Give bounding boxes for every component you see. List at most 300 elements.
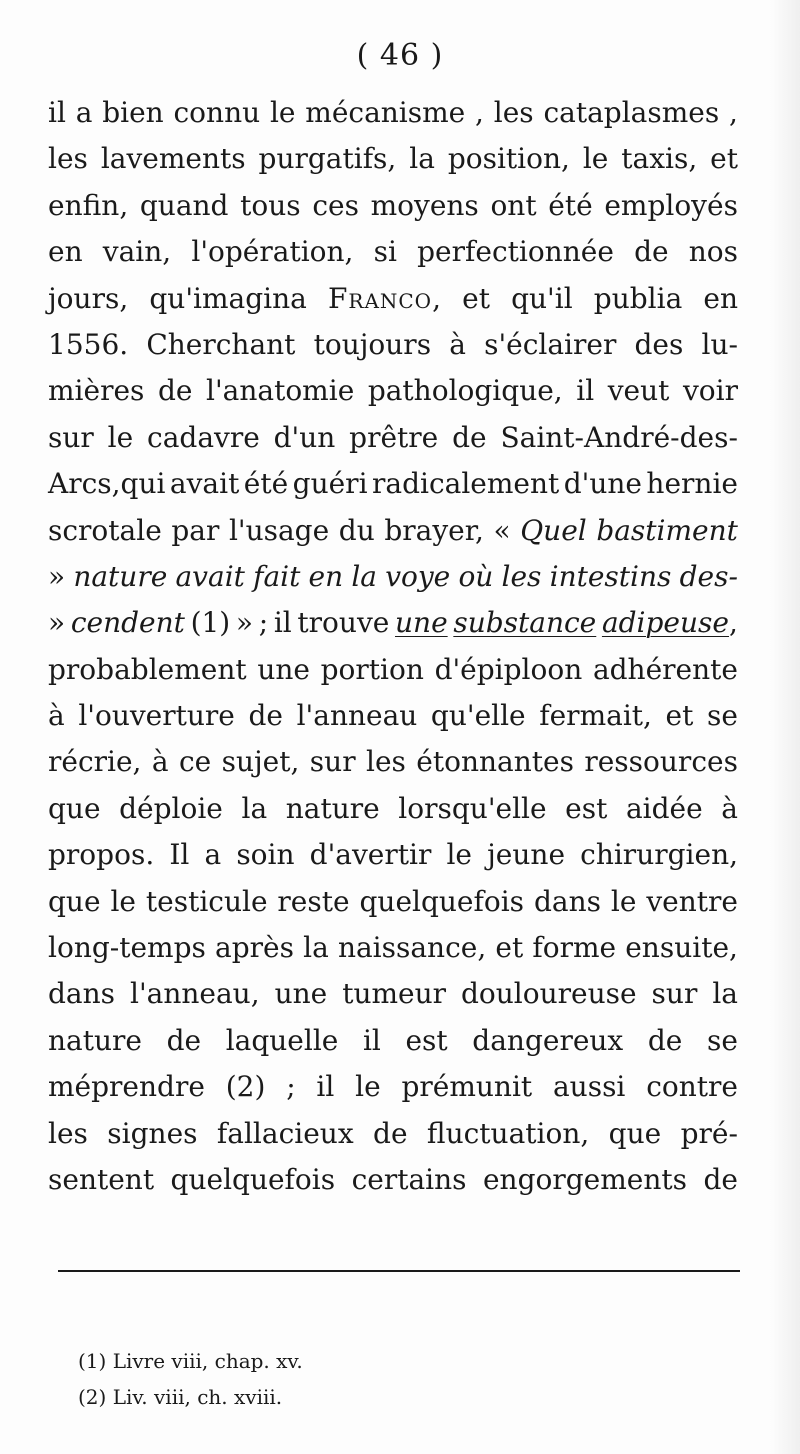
text-word [48, 647, 247, 693]
text-fragment: a [75, 96, 93, 129]
text-word [609, 1111, 662, 1157]
text-word [303, 925, 329, 971]
text-line [48, 276, 738, 322]
text-line [48, 925, 738, 971]
text-word [297, 600, 389, 646]
text-fragment: cadavre [147, 420, 260, 454]
text-fragment: ces [312, 188, 359, 222]
text-word [431, 693, 526, 739]
text-word [368, 368, 563, 414]
text-word [520, 508, 587, 554]
text-fragment: brayer, [384, 513, 484, 547]
text-word [448, 136, 570, 182]
text-word [48, 90, 66, 136]
text-word [453, 600, 596, 646]
text-fragment: la [303, 931, 329, 965]
text-fragment: testicule [145, 884, 268, 918]
text-fragment: signes [107, 1116, 198, 1150]
text-word [206, 368, 354, 414]
text-word [511, 276, 573, 322]
text-word [316, 1064, 334, 1110]
text-line [48, 739, 738, 785]
text-fragment: de [634, 235, 669, 269]
text-fragment: aidée [625, 791, 703, 825]
text-word [48, 1018, 142, 1064]
text-word [635, 322, 684, 368]
text-word [274, 600, 292, 646]
text-fragment: avait [169, 467, 240, 501]
text-word [48, 832, 154, 878]
text-word [48, 971, 115, 1017]
text-fragment: méprendre [48, 1070, 205, 1104]
text-word [48, 276, 128, 322]
text-fragment: ont [490, 188, 537, 222]
text-word [487, 832, 565, 878]
text-word [608, 368, 670, 414]
text-fragment: quelquefois [359, 884, 525, 918]
text-word [593, 647, 738, 693]
text-word [48, 229, 83, 275]
text-word [171, 1157, 336, 1203]
text-fragment: la [241, 791, 268, 825]
text-word [409, 136, 435, 182]
text-word [339, 508, 375, 554]
text-word [286, 1064, 295, 1110]
text-word [215, 925, 294, 971]
text-fragment: d'une [563, 467, 642, 501]
text-fragment: Il [169, 838, 190, 872]
text-fragment: que [608, 1116, 662, 1150]
text-fragment: à [721, 791, 738, 825]
text-fragment: le [110, 884, 136, 918]
text-word [580, 832, 738, 878]
text-word [191, 600, 231, 646]
text-fragment: long-temps [48, 931, 206, 965]
text-word [102, 90, 163, 136]
text-line [48, 461, 738, 507]
text-word [48, 600, 65, 646]
text-fragment: ventre [646, 884, 738, 918]
text-word [458, 554, 493, 600]
text-word [395, 600, 448, 646]
text-fragment: une [257, 652, 310, 686]
text-word [119, 786, 223, 832]
text-word [681, 1111, 738, 1157]
text-fragment: Franco [327, 281, 433, 315]
text-word [48, 368, 144, 414]
text-word [169, 832, 189, 878]
text-word [338, 925, 486, 971]
text-fragment: si [373, 235, 397, 269]
text-fragment: le [355, 1070, 381, 1104]
text-fragment: portion [320, 652, 424, 686]
text-fragment: des- [679, 559, 738, 593]
text-word [452, 415, 487, 461]
text-fragment: aussi [552, 1070, 626, 1104]
text-fragment: sur [48, 420, 94, 454]
text-fragment: sur [651, 977, 698, 1011]
text-fragment: » [235, 606, 254, 640]
text-fragment: adhérente [592, 652, 738, 686]
text-word [175, 554, 244, 600]
text-word [259, 136, 397, 182]
text-word [372, 461, 559, 507]
text-fragment: quelquefois [170, 1162, 336, 1196]
text-word [652, 971, 698, 1017]
text-fragment: lorsqu'elle [398, 791, 547, 825]
text-word [449, 322, 466, 368]
text-word [48, 786, 101, 832]
text-fragment: la [712, 977, 738, 1011]
text-fragment: la [351, 559, 377, 593]
text-fragment: fermait, [539, 699, 652, 733]
text-fragment: nature [285, 791, 380, 825]
text-fragment: contre [646, 1070, 738, 1104]
text-word [427, 1111, 589, 1157]
text-fragment: , [432, 281, 441, 315]
text-fragment: de [166, 1023, 202, 1057]
text-fragment: les [48, 142, 88, 176]
text-fragment: douloureuse [460, 977, 637, 1011]
text-fragment: voye [385, 559, 451, 593]
text-word [274, 415, 336, 461]
text-word [626, 786, 703, 832]
text-word [101, 136, 246, 182]
text-word [472, 1018, 623, 1064]
text-fragment: sujet, [221, 745, 300, 779]
text-fragment: perfectionnée [417, 235, 614, 269]
text-fragment: est [405, 1023, 448, 1057]
text-fragment: veut [607, 374, 670, 408]
text-word [373, 1111, 408, 1157]
text-word [611, 879, 637, 925]
text-word [565, 786, 607, 832]
text-word [490, 183, 536, 229]
text-fragment: d'épiploon [434, 652, 583, 686]
text-fragment: qu'il [511, 281, 573, 315]
text-fragment: nature [73, 559, 168, 593]
text-line [48, 229, 738, 275]
text-fragment: , [729, 96, 738, 129]
text-fragment: en [308, 559, 344, 593]
text-fragment: à [151, 745, 169, 779]
text-word [602, 600, 738, 646]
text-word [712, 971, 738, 1017]
text-word [703, 1157, 738, 1203]
text-word [484, 322, 616, 368]
text-word [48, 554, 65, 600]
text-line [48, 879, 738, 925]
text-fragment: dangereux [472, 1023, 624, 1057]
text-word [236, 600, 253, 646]
text-fragment: des [634, 327, 684, 361]
text-word [446, 832, 472, 878]
text-word [191, 229, 353, 275]
text-fragment: vain, [102, 235, 172, 269]
text-fragment: sur [309, 745, 356, 779]
text-word [170, 461, 239, 507]
text-fragment: guéri [292, 467, 368, 501]
text-word [48, 415, 94, 461]
text-fragment: lu- [701, 327, 738, 361]
text-fragment: de [452, 420, 487, 454]
text-word [147, 415, 260, 461]
text-word [48, 183, 128, 229]
text-fragment: trouve [297, 606, 390, 640]
text-fragment: « [493, 513, 511, 547]
body-text [48, 90, 738, 1203]
text-fragment: l'opération, [191, 235, 354, 269]
page-edge-shadow [770, 0, 800, 1454]
text-word [259, 600, 268, 646]
text-fragment: » [48, 559, 66, 593]
text-fragment: purgatifs, [258, 142, 397, 176]
footnote-1: (1) Livre viii, chap. xv. [78, 1349, 303, 1373]
text-word [689, 229, 738, 275]
text-word [275, 971, 328, 1017]
text-word [321, 647, 424, 693]
text-word [494, 508, 511, 554]
text-word [543, 90, 719, 136]
text-word [48, 739, 141, 785]
text-word [48, 925, 206, 971]
text-fragment: bien [102, 96, 164, 129]
text-word [729, 90, 738, 136]
footnote-rule [58, 1270, 740, 1272]
text-fragment: à [48, 699, 65, 733]
text-word [244, 461, 288, 507]
text-fragment: est [565, 791, 608, 825]
text-word [349, 415, 438, 461]
text-word [355, 1064, 381, 1110]
text-fragment: connu [173, 96, 261, 129]
text-word [564, 461, 642, 507]
text-word [140, 183, 229, 229]
text-fragment: substance [453, 606, 597, 640]
text-fragment: toujours [313, 327, 432, 361]
text-word [553, 1064, 625, 1110]
text-word [48, 1157, 154, 1203]
text-word [286, 786, 380, 832]
text-fragment: nos [688, 235, 738, 269]
text-fragment: fallacieux [216, 1116, 354, 1150]
text-word [363, 1018, 381, 1064]
text-word [604, 183, 738, 229]
text-fragment: le [582, 142, 609, 176]
text-fragment: qu'imagina [149, 281, 307, 315]
text-word [310, 832, 432, 878]
text-word [648, 1018, 683, 1064]
text-fragment: engorgements [482, 1162, 688, 1196]
text-fragment: et [665, 699, 694, 733]
text-fragment: été [548, 188, 593, 222]
text-word [78, 693, 235, 739]
text-word [158, 368, 193, 414]
text-word [680, 554, 738, 600]
text-word [270, 90, 296, 136]
text-word [475, 90, 484, 136]
text-fragment: publia [593, 281, 683, 315]
text-word [366, 739, 406, 785]
text-word [103, 229, 171, 275]
text-word [130, 971, 260, 1017]
text-fragment: les [48, 1116, 88, 1150]
text-fragment: récrie, [48, 745, 142, 779]
text-fragment: pathologique, [367, 374, 563, 408]
text-line [48, 508, 738, 554]
text-fragment: taxis, [621, 142, 698, 176]
text-fragment: que [48, 884, 101, 918]
text-fragment: (2) [225, 1070, 266, 1104]
text-fragment: tous [240, 188, 301, 222]
text-fragment: probablement [48, 652, 247, 686]
text-line [48, 368, 738, 414]
text-word [583, 136, 609, 182]
text-fragment: l'anatomie [206, 374, 355, 408]
text-fragment: fluctuation, [426, 1116, 590, 1150]
text-fragment: dans [48, 977, 116, 1011]
text-word [48, 1111, 88, 1157]
text-fragment: le [269, 96, 296, 129]
text-fragment: où [458, 559, 494, 593]
text-word [310, 739, 356, 785]
text-word [500, 415, 738, 461]
text-fragment: laquelle [225, 1023, 339, 1057]
text-word [48, 1064, 205, 1110]
text-line [48, 136, 738, 182]
text-fragment: sentent [48, 1162, 155, 1196]
text-word [584, 739, 738, 785]
text-fragment: du [338, 513, 375, 547]
footnotes [78, 1343, 678, 1415]
text-fragment: Arcs,qui [48, 467, 166, 501]
text-fragment: de [248, 699, 283, 733]
text-word [73, 554, 167, 600]
text-fragment: mières [48, 374, 145, 408]
text-word [48, 508, 162, 554]
text-fragment: en [48, 235, 83, 269]
text-fragment: hernie [646, 467, 738, 501]
text-fragment: après [215, 931, 294, 965]
text-word [48, 879, 101, 925]
text-fragment: employés [604, 188, 738, 222]
text-fragment: une [395, 606, 448, 640]
text-word [48, 322, 128, 368]
text-fragment: il [273, 606, 292, 640]
text-word [277, 879, 349, 925]
text-fragment: chirurgien, [580, 838, 738, 872]
text-word [179, 739, 211, 785]
text-word [48, 136, 88, 182]
text-fragment: de [157, 374, 193, 408]
footnote-2: (2) Liv. viii, ch. xviii. [78, 1385, 283, 1409]
text-word [417, 229, 614, 275]
text-fragment: nature [48, 1023, 142, 1057]
text-word [435, 647, 583, 693]
text-fragment: scrotale [48, 513, 162, 547]
text-fragment: ; [258, 606, 269, 640]
text-word [152, 739, 169, 785]
text-fragment: soin [236, 838, 295, 872]
text-word [548, 183, 592, 229]
text-word [107, 1111, 197, 1157]
text-fragment: la [409, 142, 435, 176]
text-fragment: propos. [48, 838, 155, 872]
text-word [594, 276, 682, 322]
text-word [328, 276, 441, 322]
text-word [374, 229, 397, 275]
text-word [226, 1018, 339, 1064]
text-fragment: à [449, 327, 466, 361]
text-fragment: été [243, 467, 289, 501]
text-word [576, 368, 594, 414]
text-word [312, 183, 359, 229]
text-fragment: quand [139, 188, 229, 222]
text-fragment: ressources [584, 745, 738, 779]
text-fragment: fait [253, 559, 301, 593]
text-word [108, 415, 134, 461]
text-line [48, 786, 738, 832]
text-fragment: de [647, 1023, 683, 1057]
text-word [621, 136, 697, 182]
text-line [48, 600, 738, 646]
text-fragment: (1) [190, 606, 231, 640]
text-fragment: par [171, 513, 220, 547]
text-word [48, 461, 165, 507]
text-word [625, 925, 738, 971]
text-word [149, 276, 306, 322]
text-fragment: moyens [370, 188, 479, 222]
text-word [721, 786, 738, 832]
text-fragment: les [365, 745, 406, 779]
text-fragment: ; [286, 1070, 296, 1104]
text-fragment: radicalement [371, 467, 560, 501]
text-fragment: se [706, 699, 738, 733]
text-word [314, 322, 431, 368]
text-word [359, 879, 524, 925]
text-fragment: il [362, 1023, 381, 1057]
text-fragment: pré- [680, 1116, 738, 1150]
text-fragment: il [316, 1070, 335, 1104]
text-fragment: cendent [70, 606, 185, 640]
text-word [257, 647, 310, 693]
text-word [309, 554, 344, 600]
text-word [401, 1064, 532, 1110]
text-fragment: bastiment [596, 513, 738, 547]
text-fragment: le [107, 420, 134, 454]
text-word [241, 786, 267, 832]
text-word [352, 1157, 467, 1203]
text-fragment: » [48, 606, 66, 640]
text-word [48, 693, 65, 739]
text-fragment: certains [351, 1162, 467, 1196]
text-fragment: adipeuse [601, 606, 729, 640]
page-number: ( 46 ) [356, 38, 444, 73]
text-word [532, 925, 616, 971]
text-line [48, 647, 738, 693]
text-line [48, 183, 738, 229]
text-fragment: ce [178, 745, 212, 779]
text-line [48, 90, 738, 136]
text-word [171, 508, 219, 554]
text-fragment: il [576, 374, 595, 408]
text-fragment: s'éclairer [484, 327, 617, 361]
text-fragment: l'anneau, [130, 977, 260, 1011]
text-fragment: Cherchant [146, 327, 296, 361]
text-word [683, 368, 738, 414]
text-fragment: voir [682, 374, 738, 408]
text-fragment: , [728, 606, 738, 640]
